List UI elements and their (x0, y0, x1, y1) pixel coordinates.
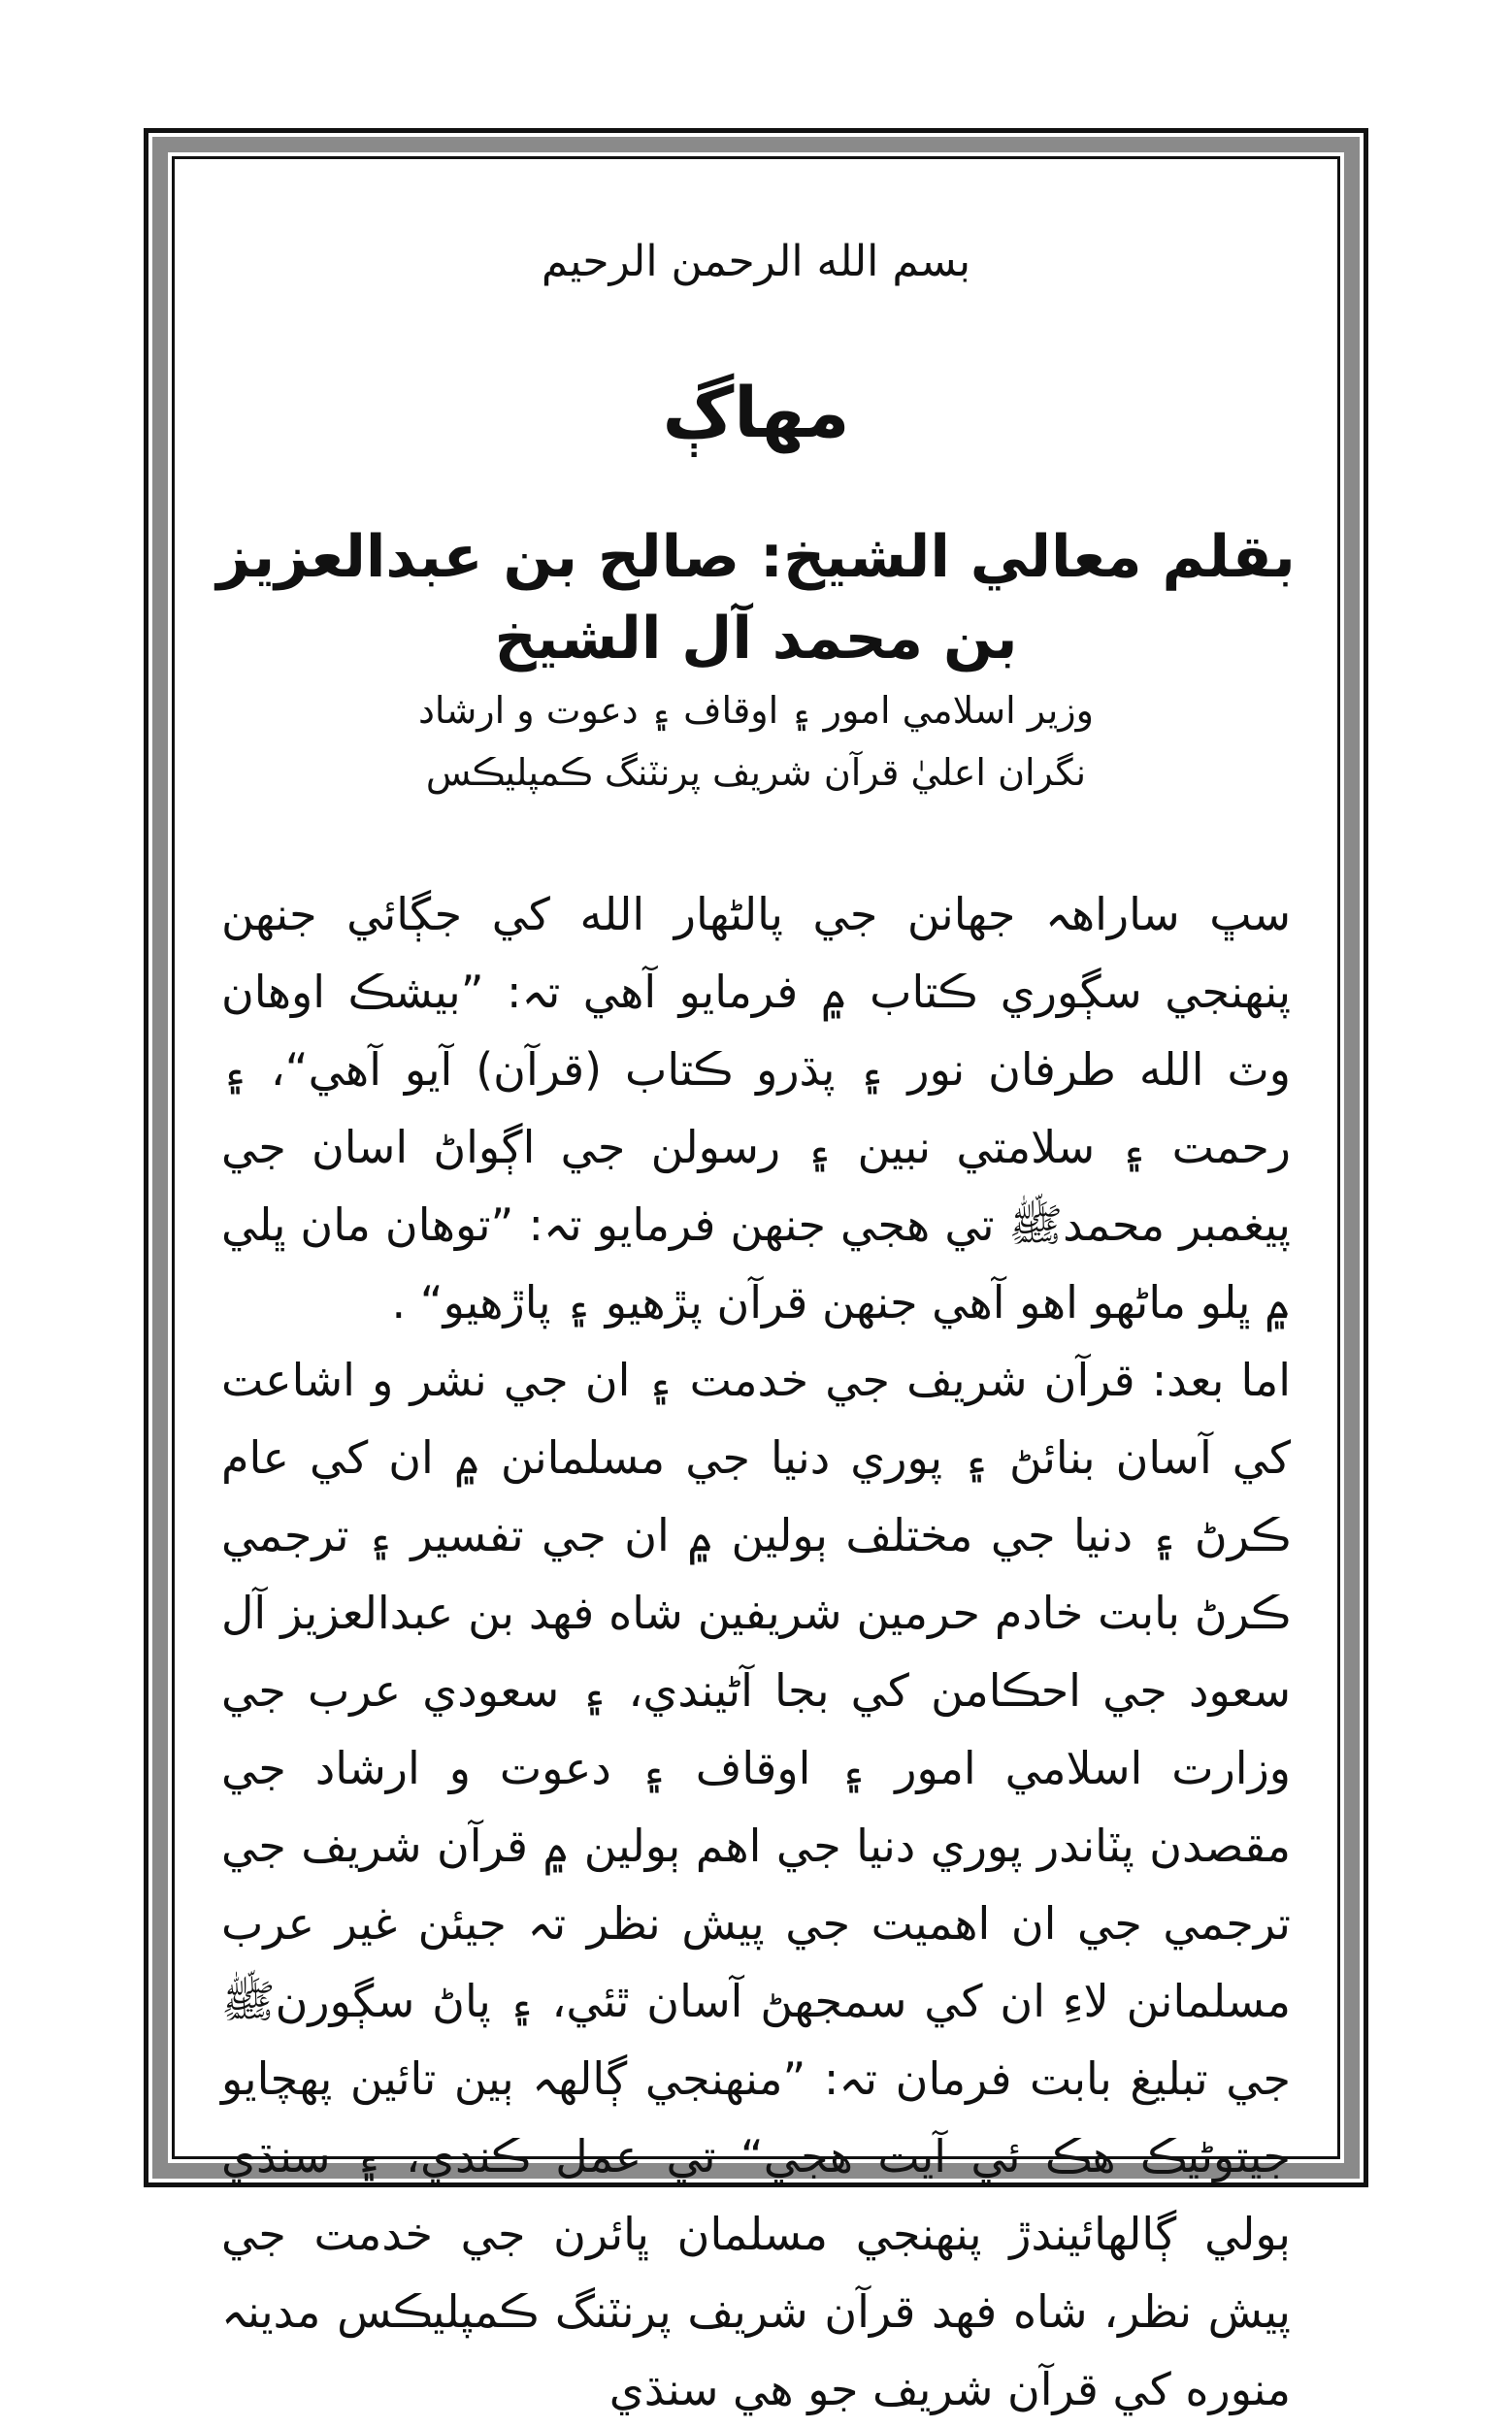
body-text (204, 875, 1308, 2428)
paragraph-praise: سڀ ساراهہ جهانن جي پالڻهار الله کي جڳائي جنهن پنهنجي سڳوري ڪتاب ۾ فرمايو آهي تہ: ”بيشڪ اوهان وٽ الله طرفان نور ۽ پڌرو ڪتاب (قرآن) آيو آهي“، ۽ رحمت ۽ سلامتي نبين ۽ رسولن جي اڳواڻ اسان جي پيغمبر محمدﷺ تي هجي جنهن فرمايو تہ: ”توهان مان ڀلي ۾ ڀلو ماڻهو اهو آهي جنهن قرآن پڙهيو ۽ پاڙهيو“ . (221, 888, 1291, 1329)
author-line: بقلم معالي الشيخ: صالح بن عبدالعزيز بن محمد آل الشيخ (216, 523, 1296, 673)
author-role-supervisor: نگران اعليٰ قرآن شريف پرنٽنگ ڪمپليڪس (425, 751, 1087, 794)
author-role-minister: وزير اسلامي امور ۽ اوقاف ۽ دعوت و ارشاد (417, 689, 1095, 732)
basmala: بسم الله الرحمن الرحيم (541, 237, 971, 286)
page-title: مهاڳ (662, 372, 850, 453)
page-content (204, 184, 1308, 2415)
paragraph-main: اما بعد: قرآن شريف جي خدمت ۽ ان جي نشر و اشاعت کي آسان بنائڻ ۽ پوري دنيا جي مسلمانن ۾ ان کي عام ڪرڻ ۽ دنيا جي مختلف ٻولين ۾ ان جي تفسير ۽ ترجمي ڪرڻ بابت خادم حرمين شريفين شاه فهد بن عبدالعزيز آل سعود جي احڪامن کي بجا آڻيندي، ۽ سعودي عرب جي وزارت اسلامي امور ۽ اوقاف ۽ دعوت و ارشاد جي مقصدن پٽاندر پوري دنيا جي اهم ٻولين ۾ قرآن شريف جي ترجمي جي ان اهميت جي پيش نظر تہ جيئن غير عرب مسلمانن لاءِ ان کي سمجهڻ آسان ٿئي، ۽ پاڻ سڳورنﷺ جي تبليغ بابت فرمان تہ: ”منهنجي ڳالهہ ٻين تائين پهچايو جيتوڻيڪ هڪ ئي آيت هجي“ تي عمل ڪندي، ۽ سنڌي ٻولي ڳالهائيندڙ پنهنجي مسلمان ڀائرن جي خدمت جي پيش نظر، شاه فهد قرآن شريف پرنٽنگ ڪمپليڪس مدينہ منوره کي قرآن شريف جو هي سنڌي (221, 1354, 1291, 2415)
